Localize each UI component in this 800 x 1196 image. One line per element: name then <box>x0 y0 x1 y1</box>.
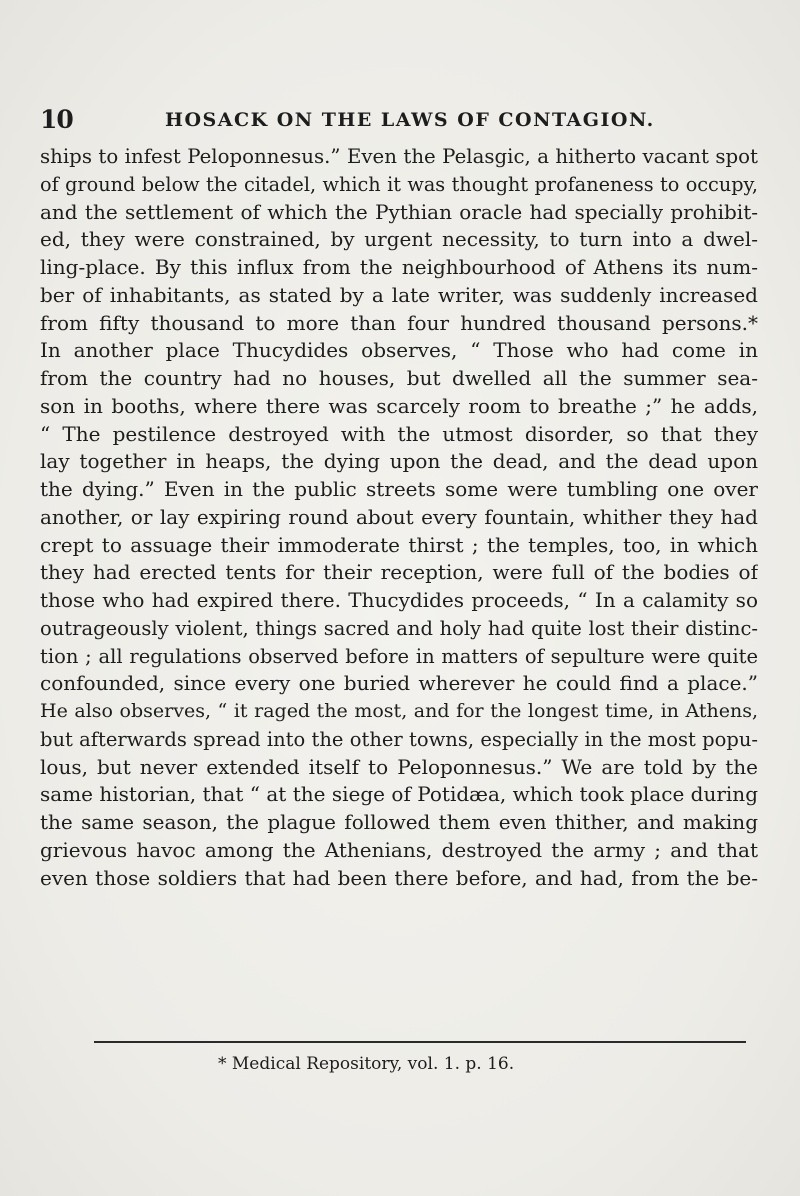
text-line: another, or lay expiring round about every fountain, whither they had <box>40 504 758 529</box>
text-line: even those soldiers that had been there before, and had, from the be- <box>40 865 758 890</box>
text-line: but afterwards spread into the other towns, especially in the most popu- <box>40 727 758 751</box>
text-line: crept to assuage their immoderate thirst ; the temples, too, in which <box>40 532 758 557</box>
text-line: ed, they were constrained, by urgent necessity, to turn into a dwel- <box>40 227 758 252</box>
text-line: tion ; all regulations observed before in matters of sepulture were quite <box>40 644 758 668</box>
text-line: from fifty thousand to more than four hundred thousand persons.* <box>40 310 758 335</box>
running-head: HOSACK ON THE LAWS OF CONTAGION. <box>165 109 655 131</box>
body-text <box>40 143 758 892</box>
text-line: outrageously violent, things sacred and holy had quite lost their distinc- <box>40 616 758 640</box>
text-line: same historian, that “ at the siege of Potidæa, which took place during <box>40 782 758 807</box>
text-line: In another place Thucydides observes, “ Those who had come in <box>40 338 758 363</box>
footnote-rule <box>94 1041 746 1043</box>
text-line: and the settlement of which the Pythian oracle had specially prohibit- <box>40 199 758 224</box>
text-line: ships to infest Peloponnesus.” Even the Pelasgic, a hitherto vacant spot <box>40 145 758 168</box>
text-line: those who had expired there. Thucydides proceeds, “ In a calamity so <box>40 588 758 612</box>
text-line: lous, but never extended itself to Peloponnesus.” We are told by the <box>40 754 758 779</box>
text-line: “ The pestilence destroyed with the utmost disorder, so that they <box>40 421 758 446</box>
text-line: the dying.” Even in the public streets some were tumbling one over <box>40 477 758 501</box>
text-line: lay together in heaps, the dying upon the dead, and the dead upon <box>40 449 758 474</box>
text-line: son in booths, where there was scarcely room to breathe ;” he adds, <box>40 393 758 418</box>
text-line: ling-place. By this influx from the neighbourhood of Athens its num- <box>40 255 758 279</box>
text-line: the same season, the plague followed them even thither, and making <box>40 810 758 834</box>
page-number: 10 <box>40 105 73 134</box>
text-line: grievous havoc among the Athenians, destroyed the army ; and that <box>40 837 758 862</box>
page-header <box>40 105 740 145</box>
text-line: from the country had no houses, but dwelled all the summer sea- <box>40 366 758 390</box>
text-line: ber of inhabitants, as stated by a late writer, was suddenly increased <box>40 282 758 307</box>
footnote: * Medical Repository, vol. 1. p. 16. <box>218 1054 515 1074</box>
text-line: of ground below the citadel, which it was thought profaneness to occupy, <box>40 172 758 196</box>
text-line: He also observes, “ it raged the most, and for the longest time, in Athens, <box>40 700 758 722</box>
text-line: they had erected tents for their reception, were full of the bodies of <box>40 560 758 585</box>
text-line: confounded, since every one buried wherever he could find a place.” <box>40 671 758 696</box>
